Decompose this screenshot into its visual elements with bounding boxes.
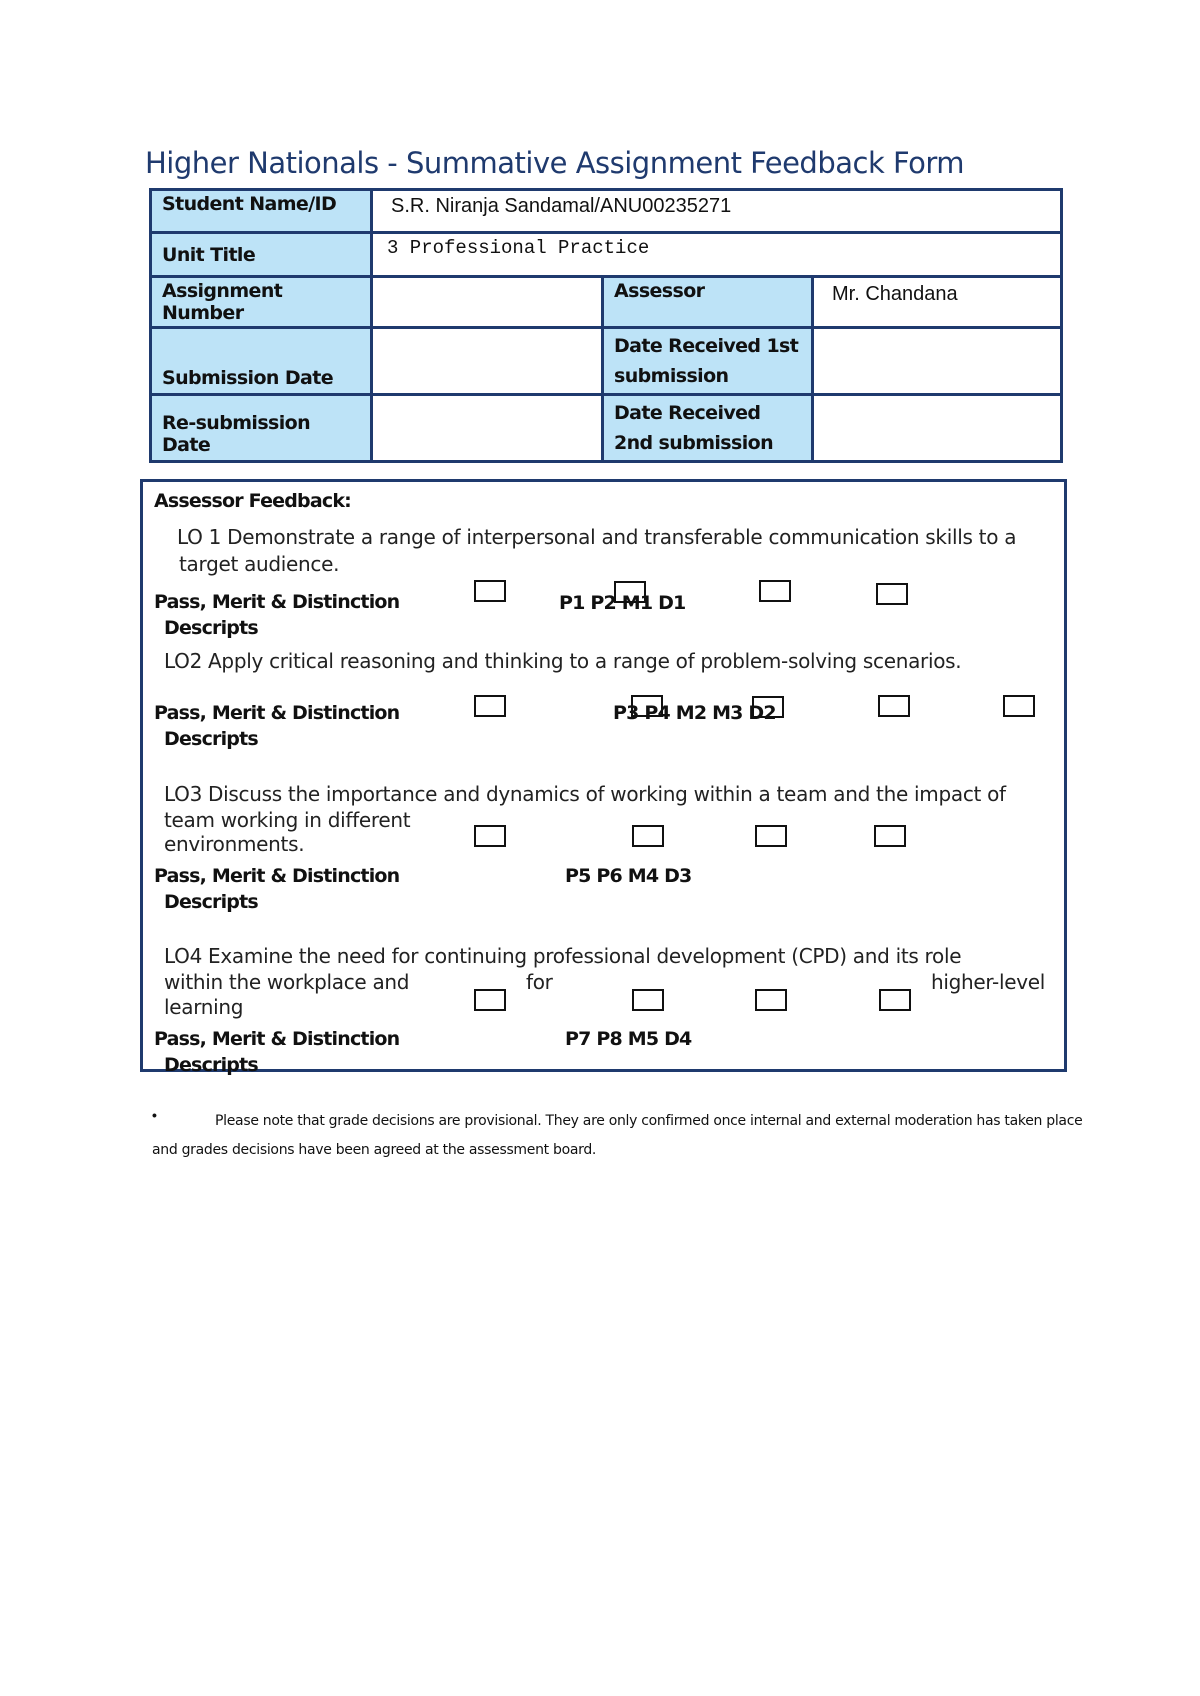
lo4-checkbox-3[interactable] xyxy=(755,989,787,1011)
lo4-checkbox-1[interactable] xyxy=(474,989,506,1011)
lo1-checkbox-4[interactable] xyxy=(876,583,908,605)
submission-date-field[interactable] xyxy=(372,328,603,395)
lo1-grades: P1 P2 M1 D1 xyxy=(559,592,686,614)
lo4-criteria-label: Pass, Merit & Distinction xyxy=(154,1028,400,1050)
lo3-grades: P5 P6 M4 D3 xyxy=(565,865,692,887)
lo3-text-line3: environments. xyxy=(164,832,305,856)
resubmission-date-field[interactable] xyxy=(372,395,603,462)
date-received-2nd-field[interactable] xyxy=(813,395,1062,462)
page-title: Higher Nationals - Summative Assignment Feedback Form xyxy=(145,146,965,180)
note-bullet: • xyxy=(152,1107,157,1123)
assignment-number-field[interactable] xyxy=(372,277,603,328)
lo4-text-line1: LO4 Examine the need for continuing professional development (CPD) and its role xyxy=(164,944,962,968)
date-received-2nd-label: Date Received 2nd submission xyxy=(603,395,813,462)
assignment-number-label: Assignment Number xyxy=(151,277,372,328)
lo3-criteria-label: Pass, Merit & Distinction xyxy=(154,865,400,887)
lo4-checkbox-2[interactable] xyxy=(632,989,664,1011)
lo3-checkbox-2[interactable] xyxy=(632,825,664,847)
lo4-text-line2a: within the workplace and xyxy=(164,970,410,994)
date-received-1st-label: Date Received 1st submission xyxy=(603,328,813,395)
assessor-label: Assessor xyxy=(603,277,813,328)
lo1-checkbox-3[interactable] xyxy=(759,580,791,602)
lo4-checkbox-4[interactable] xyxy=(879,989,911,1011)
lo3-checkbox-4[interactable] xyxy=(874,825,906,847)
student-name-field[interactable]: S.R. Niranja Sandamal/ANU00235271 xyxy=(372,190,1062,233)
lo4-text-line2c: higher-level xyxy=(931,970,1046,994)
lo1-text-line1: LO 1 Demonstrate a range of interpersonal and transferable communication skills to a xyxy=(177,525,1017,549)
lo4-criteria-label-2: Descripts xyxy=(164,1054,258,1076)
lo4-text-line2b: for xyxy=(526,970,553,994)
lo3-criteria-label-2: Descripts xyxy=(164,891,258,913)
lo1-criteria-label-2: Descripts xyxy=(164,617,258,639)
lo1-checkbox-2[interactable] xyxy=(614,581,646,603)
lo3-text-line2: team working in different xyxy=(164,808,411,832)
assessor-feedback-box xyxy=(140,479,1067,1076)
date-received-1st-field[interactable] xyxy=(813,328,1062,395)
student-name-label: Student Name/ID xyxy=(151,190,372,233)
lo1-criteria-label: Pass, Merit & Distinction xyxy=(154,591,400,613)
submission-date-label: Submission Date xyxy=(151,328,372,395)
lo4-text-line3: learning xyxy=(164,995,244,1019)
lo2-checkbox-4[interactable] xyxy=(878,695,910,717)
grade-note-line2: and grades decisions have been agreed at the assessment board. xyxy=(152,1142,597,1158)
lo2-checkbox-5[interactable] xyxy=(1003,695,1035,717)
unit-title-label: Unit Title xyxy=(151,233,372,277)
lo2-criteria-label-2: Descripts xyxy=(164,728,258,750)
assignment-info-table xyxy=(149,188,1063,463)
lo2-text-line1: LO2 Apply critical reasoning and thinking to a range of problem-solving scenarios. xyxy=(164,649,962,673)
lo4-grades: P7 P8 M5 D4 xyxy=(565,1028,692,1050)
lo3-text-line1: LO3 Discuss the importance and dynamics of working within a team and the impact of xyxy=(164,782,1006,806)
unit-title-field[interactable]: 3 Professional Practice xyxy=(372,233,1062,277)
lo1-checkbox-1[interactable] xyxy=(474,580,506,602)
lo2-grades: P3 P4 M2 M3 D2 xyxy=(613,702,776,724)
assessor-feedback-heading: Assessor Feedback: xyxy=(154,490,351,512)
lo3-checkbox-3[interactable] xyxy=(755,825,787,847)
lo2-checkbox-1[interactable] xyxy=(474,695,506,717)
lo2-checkbox-2[interactable] xyxy=(631,695,663,717)
assessor-field[interactable]: Mr. Chandana xyxy=(813,277,1062,328)
lo3-checkbox-1[interactable] xyxy=(474,825,506,847)
lo1-text-line2: target audience. xyxy=(179,552,340,576)
lo2-criteria-label: Pass, Merit & Distinction xyxy=(154,702,400,724)
lo2-checkbox-3[interactable] xyxy=(752,696,784,718)
resubmission-date-label: Re-submission Date xyxy=(151,395,372,462)
grade-note-line1: Please note that grade decisions are provisional. They are only confirmed once internal and external moderation has taken place xyxy=(215,1113,1083,1129)
